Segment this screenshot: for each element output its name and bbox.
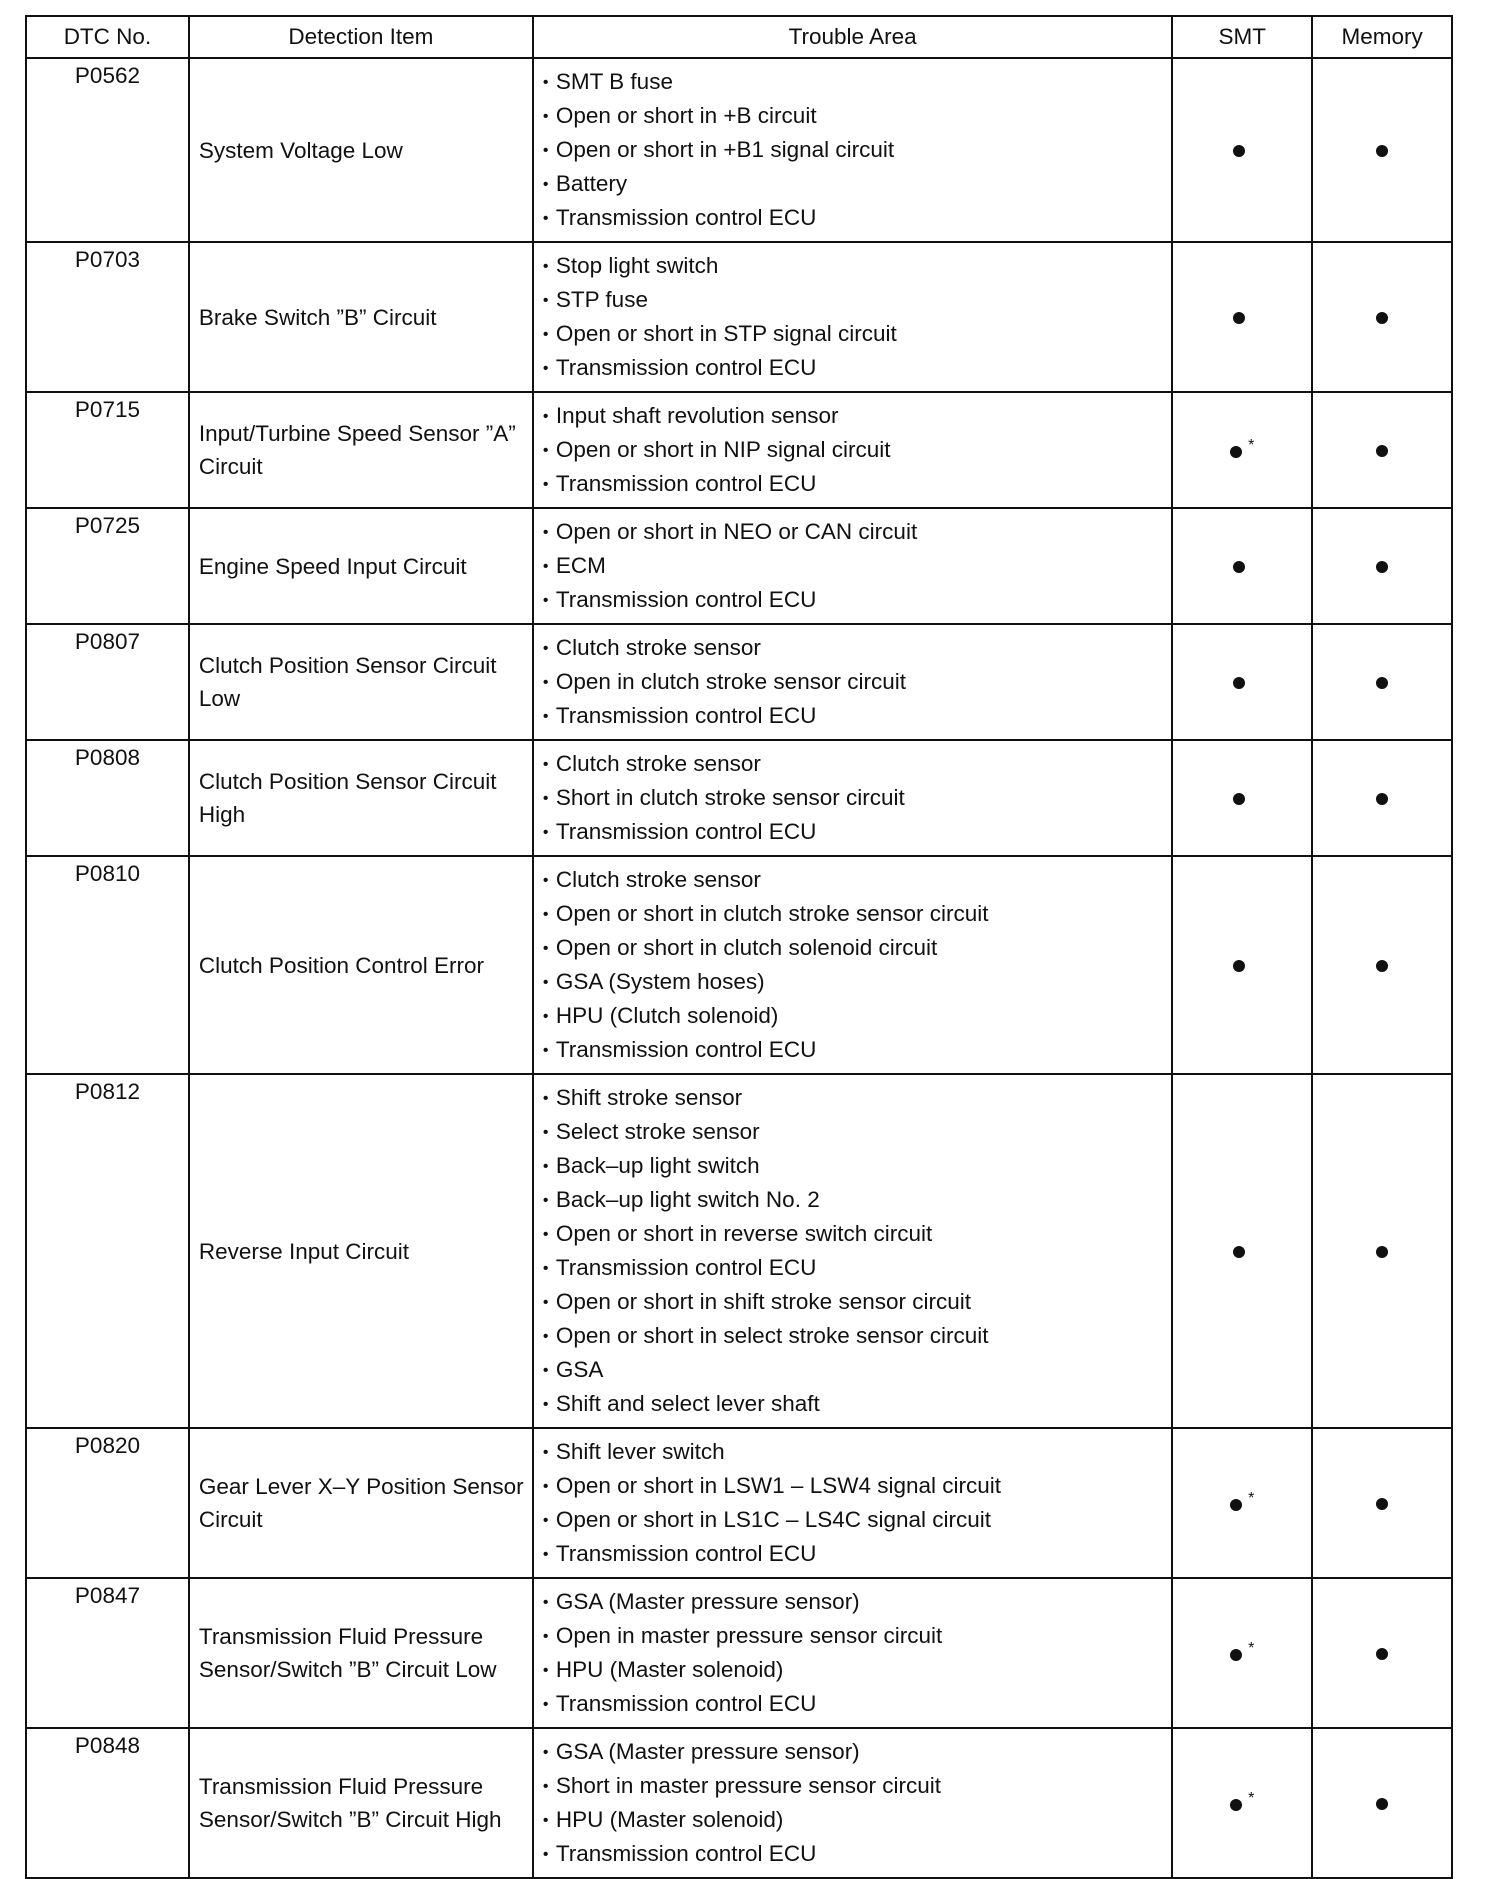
trouble-area-item bbox=[543, 747, 1166, 781]
smt-note: * bbox=[1248, 1489, 1255, 1507]
smt-dot-icon bbox=[1233, 960, 1245, 972]
detection-item-cell: Brake Switch ”B” Circuit bbox=[189, 242, 533, 392]
smt-dot-icon bbox=[1230, 1499, 1242, 1511]
detection-item-cell: Clutch Position Sensor Circuit Low bbox=[189, 624, 533, 740]
trouble-area-text: GSA (Master pressure sensor) bbox=[555, 1589, 860, 1614]
smt-note: * bbox=[1248, 436, 1255, 454]
trouble-area-item bbox=[543, 1319, 1166, 1353]
trouble-area-cell bbox=[533, 508, 1173, 624]
table-row-p0820 bbox=[26, 1428, 1452, 1578]
trouble-area-item bbox=[543, 99, 1166, 133]
memory-cell bbox=[1312, 624, 1452, 740]
trouble-area-list bbox=[543, 515, 1166, 617]
dtc-cell bbox=[26, 508, 189, 624]
detection-item-cell: Clutch Position Sensor Circuit High bbox=[189, 740, 533, 856]
trouble-area-text: Open or short in LS1C – LS4C signal circuit bbox=[555, 1507, 992, 1532]
bullet-icon: • bbox=[542, 1546, 549, 1563]
bullet-icon: • bbox=[542, 1294, 549, 1311]
trouble-area-text: Transmission control ECU bbox=[555, 205, 817, 230]
table-row-p0848 bbox=[26, 1728, 1452, 1878]
trouble-area-text: Short in master pressure sensor circuit bbox=[555, 1773, 941, 1798]
trouble-area-item bbox=[543, 815, 1166, 849]
dtc-code: P0820 bbox=[74, 1433, 140, 1458]
trouble-area-text: HPU (Clutch solenoid) bbox=[555, 1003, 779, 1028]
trouble-area-item bbox=[543, 1537, 1166, 1571]
dtc-cell bbox=[26, 1428, 189, 1578]
bullet-icon: • bbox=[542, 1328, 549, 1345]
trouble-area-cell bbox=[533, 740, 1173, 856]
bullet-icon: • bbox=[542, 360, 549, 377]
trouble-area-cell bbox=[533, 1728, 1173, 1878]
bullet-icon: • bbox=[542, 756, 549, 773]
trouble-area-item bbox=[543, 1033, 1166, 1067]
smt-cell bbox=[1172, 1578, 1312, 1728]
trouble-area-item bbox=[543, 1687, 1166, 1721]
trouble-area-text: Back–up light switch bbox=[555, 1153, 760, 1178]
header-detection-item: Detection Item bbox=[189, 16, 533, 58]
trouble-area-cell bbox=[533, 1578, 1173, 1728]
trouble-area-item bbox=[543, 665, 1166, 699]
dtc-code: P0847 bbox=[74, 1583, 140, 1608]
detection-item-cell: Clutch Position Control Error bbox=[189, 856, 533, 1074]
trouble-area-item bbox=[543, 1387, 1166, 1421]
trouble-area-item bbox=[543, 1769, 1166, 1803]
memory-cell bbox=[1312, 58, 1452, 242]
trouble-area-text: Transmission control ECU bbox=[555, 1255, 817, 1280]
dtc-cell bbox=[26, 392, 189, 508]
memory-cell bbox=[1312, 242, 1452, 392]
trouble-area-cell bbox=[533, 856, 1173, 1074]
memory-cell bbox=[1312, 508, 1452, 624]
memory-cell bbox=[1312, 1428, 1452, 1578]
memory-dot-icon bbox=[1376, 145, 1388, 157]
trouble-area-item bbox=[543, 863, 1166, 897]
trouble-area-item bbox=[543, 1183, 1166, 1217]
bullet-icon: • bbox=[542, 1008, 549, 1025]
trouble-area-item bbox=[543, 1503, 1166, 1537]
bullet-icon: • bbox=[542, 442, 549, 459]
bullet-icon: • bbox=[542, 1812, 549, 1829]
trouble-area-text: GSA (System hoses) bbox=[555, 969, 765, 994]
trouble-area-text: Open or short in select stroke sensor circuit bbox=[555, 1323, 989, 1348]
trouble-area-item bbox=[543, 1837, 1166, 1871]
trouble-area-item bbox=[543, 631, 1166, 665]
bullet-icon: • bbox=[542, 524, 549, 541]
trouble-area-item bbox=[543, 1149, 1166, 1183]
memory-cell bbox=[1312, 856, 1452, 1074]
trouble-area-text: ECM bbox=[555, 553, 606, 578]
trouble-area-item bbox=[543, 1115, 1166, 1149]
smt-cell bbox=[1172, 1428, 1312, 1578]
trouble-area-cell bbox=[533, 624, 1173, 740]
memory-dot-icon bbox=[1376, 1798, 1388, 1810]
trouble-area-item bbox=[543, 1435, 1166, 1469]
trouble-area-item bbox=[543, 201, 1166, 235]
trouble-area-item bbox=[543, 1735, 1166, 1769]
bullet-icon: • bbox=[542, 1124, 549, 1141]
table-row-p0812 bbox=[26, 1074, 1452, 1428]
bullet-icon: • bbox=[542, 408, 549, 425]
trouble-area-item bbox=[543, 65, 1166, 99]
trouble-area-text: Open or short in NEO or CAN circuit bbox=[555, 519, 918, 544]
header-smt: SMT bbox=[1172, 16, 1312, 58]
smt-dot-icon bbox=[1230, 1799, 1242, 1811]
table-body bbox=[26, 58, 1452, 1878]
trouble-area-text: Open or short in clutch solenoid circuit bbox=[555, 935, 938, 960]
trouble-area-text: GSA bbox=[555, 1357, 604, 1382]
trouble-area-item bbox=[543, 931, 1166, 965]
smt-cell bbox=[1172, 856, 1312, 1074]
trouble-area-cell bbox=[533, 392, 1173, 508]
bullet-icon: • bbox=[542, 1090, 549, 1107]
table-row-p0562 bbox=[26, 58, 1452, 242]
trouble-area-item bbox=[543, 1803, 1166, 1837]
trouble-area-text: Clutch stroke sensor bbox=[555, 867, 761, 892]
bullet-icon: • bbox=[542, 592, 549, 609]
trouble-area-text: HPU (Master solenoid) bbox=[555, 1807, 784, 1832]
detection-item-cell: Reverse Input Circuit bbox=[189, 1074, 533, 1428]
trouble-area-text: Open or short in +B circuit bbox=[555, 103, 817, 128]
detection-item-cell: Transmission Fluid Pressure Sensor/Switch ”B” Circuit Low bbox=[189, 1578, 533, 1728]
bullet-icon: • bbox=[542, 1192, 549, 1209]
memory-cell bbox=[1312, 1578, 1452, 1728]
detection-item-cell: Gear Lever X–Y Position Sensor Circuit bbox=[189, 1428, 533, 1578]
trouble-area-item bbox=[543, 433, 1166, 467]
smt-dot-icon bbox=[1233, 561, 1245, 573]
trouble-area-list bbox=[543, 249, 1166, 385]
bullet-icon: • bbox=[542, 210, 549, 227]
smt-dot-icon bbox=[1233, 312, 1245, 324]
header-memory: Memory bbox=[1312, 16, 1452, 58]
trouble-area-text: Input shaft revolution sensor bbox=[555, 403, 839, 428]
trouble-area-cell bbox=[533, 1428, 1173, 1578]
table-row-p0715 bbox=[26, 392, 1452, 508]
trouble-area-item bbox=[543, 965, 1166, 999]
memory-cell bbox=[1312, 740, 1452, 856]
trouble-area-item bbox=[543, 1353, 1166, 1387]
trouble-area-cell bbox=[533, 1074, 1173, 1428]
dtc-code: P0703 bbox=[74, 247, 140, 272]
smt-cell bbox=[1172, 740, 1312, 856]
smt-dot-icon bbox=[1230, 1649, 1242, 1661]
bullet-icon: • bbox=[542, 1778, 549, 1795]
trouble-area-text: Transmission control ECU bbox=[555, 587, 817, 612]
bullet-icon: • bbox=[542, 824, 549, 841]
trouble-area-item bbox=[543, 1653, 1166, 1687]
table-row-p0807 bbox=[26, 624, 1452, 740]
bullet-icon: • bbox=[542, 292, 549, 309]
memory-dot-icon bbox=[1376, 793, 1388, 805]
bullet-icon: • bbox=[542, 1260, 549, 1277]
dtc-code: P0812 bbox=[74, 1079, 140, 1104]
trouble-area-text: STP fuse bbox=[555, 287, 648, 312]
bullet-icon: • bbox=[542, 640, 549, 657]
smt-cell bbox=[1172, 508, 1312, 624]
memory-dot-icon bbox=[1376, 312, 1388, 324]
trouble-area-text: HPU (Master solenoid) bbox=[555, 1657, 784, 1682]
trouble-area-text: Open or short in STP signal circuit bbox=[555, 321, 897, 346]
detection-item-cell: Engine Speed Input Circuit bbox=[189, 508, 533, 624]
bullet-icon: • bbox=[542, 108, 549, 125]
trouble-area-item bbox=[543, 467, 1166, 501]
bullet-icon: • bbox=[542, 1512, 549, 1529]
trouble-area-text: GSA (Master pressure sensor) bbox=[555, 1739, 860, 1764]
bullet-icon: • bbox=[542, 1042, 549, 1059]
trouble-area-text: Clutch stroke sensor bbox=[555, 635, 761, 660]
trouble-area-text: Transmission control ECU bbox=[555, 1841, 817, 1866]
trouble-area-text: Transmission control ECU bbox=[555, 703, 817, 728]
trouble-area-list bbox=[543, 399, 1166, 501]
memory-cell bbox=[1312, 1728, 1452, 1878]
trouble-area-item bbox=[543, 399, 1166, 433]
trouble-area-list bbox=[543, 1735, 1166, 1871]
trouble-area-text: Open or short in shift stroke sensor circuit bbox=[555, 1289, 971, 1314]
trouble-area-text: Transmission control ECU bbox=[555, 819, 817, 844]
trouble-area-list bbox=[543, 863, 1166, 1067]
table-row-p0703 bbox=[26, 242, 1452, 392]
trouble-area-item bbox=[543, 283, 1166, 317]
memory-cell bbox=[1312, 1074, 1452, 1428]
bullet-icon: • bbox=[542, 1744, 549, 1761]
trouble-area-text: Short in clutch stroke sensor circuit bbox=[555, 785, 905, 810]
bullet-icon: • bbox=[542, 1478, 549, 1495]
trouble-area-list bbox=[543, 1585, 1166, 1721]
detection-item-cell: Input/Turbine Speed Sensor ”A” Circuit bbox=[189, 392, 533, 508]
trouble-area-text: SMT B fuse bbox=[555, 69, 673, 94]
trouble-area-item bbox=[543, 351, 1166, 385]
bullet-icon: • bbox=[542, 790, 549, 807]
smt-cell bbox=[1172, 242, 1312, 392]
bullet-icon: • bbox=[542, 1696, 549, 1713]
trouble-area-text: Open in clutch stroke sensor circuit bbox=[555, 669, 906, 694]
dtc-cell bbox=[26, 58, 189, 242]
trouble-area-item bbox=[543, 549, 1166, 583]
table-row-p0725 bbox=[26, 508, 1452, 624]
dtc-code: P0810 bbox=[74, 861, 140, 886]
trouble-area-item bbox=[543, 897, 1166, 931]
smt-note: * bbox=[1248, 1789, 1255, 1807]
bullet-icon: • bbox=[542, 1628, 549, 1645]
smt-dot-icon bbox=[1233, 145, 1245, 157]
bullet-icon: • bbox=[542, 1226, 549, 1243]
trouble-area-text: Open or short in reverse switch circuit bbox=[555, 1221, 933, 1246]
trouble-area-item bbox=[543, 781, 1166, 815]
dtc-cell bbox=[26, 1578, 189, 1728]
bullet-icon: • bbox=[542, 1594, 549, 1611]
header-dtc-no: DTC No. bbox=[26, 16, 189, 58]
bullet-icon: • bbox=[542, 1362, 549, 1379]
bullet-icon: • bbox=[542, 708, 549, 725]
trouble-area-text: Open in master pressure sensor circuit bbox=[555, 1623, 943, 1648]
bullet-icon: • bbox=[542, 940, 549, 957]
table-row-p0808 bbox=[26, 740, 1452, 856]
smt-cell bbox=[1172, 58, 1312, 242]
table-row-p0847 bbox=[26, 1578, 1452, 1728]
trouble-area-text: Clutch stroke sensor bbox=[555, 751, 761, 776]
smt-note: * bbox=[1248, 1639, 1255, 1657]
trouble-area-text: Transmission control ECU bbox=[555, 471, 817, 496]
smt-cell bbox=[1172, 1728, 1312, 1878]
dtc-code: P0562 bbox=[74, 63, 140, 88]
trouble-area-text: Shift stroke sensor bbox=[555, 1085, 743, 1110]
bullet-icon: • bbox=[542, 326, 549, 343]
smt-cell bbox=[1172, 392, 1312, 508]
smt-dot-icon bbox=[1233, 1246, 1245, 1258]
smt-cell bbox=[1172, 624, 1312, 740]
trouble-area-item bbox=[543, 1285, 1166, 1319]
dtc-code: P0715 bbox=[74, 397, 140, 422]
table-row-p0810 bbox=[26, 856, 1452, 1074]
dtc-cell bbox=[26, 1074, 189, 1428]
dtc-code: P0848 bbox=[74, 1733, 140, 1758]
memory-dot-icon bbox=[1376, 561, 1388, 573]
memory-dot-icon bbox=[1376, 445, 1388, 457]
smt-dot-icon bbox=[1233, 793, 1245, 805]
trouble-area-text: Shift and select lever shaft bbox=[555, 1391, 820, 1416]
trouble-area-list bbox=[543, 631, 1166, 733]
trouble-area-item bbox=[543, 1217, 1166, 1251]
trouble-area-item bbox=[543, 699, 1166, 733]
bullet-icon: • bbox=[542, 1846, 549, 1863]
memory-dot-icon bbox=[1376, 1246, 1388, 1258]
bullet-icon: • bbox=[542, 258, 549, 275]
trouble-area-list bbox=[543, 747, 1166, 849]
trouble-area-text: Open or short in clutch stroke sensor circuit bbox=[555, 901, 989, 926]
trouble-area-item bbox=[543, 583, 1166, 617]
bullet-icon: • bbox=[542, 872, 549, 889]
bullet-icon: • bbox=[542, 906, 549, 923]
header-trouble-area: Trouble Area bbox=[533, 16, 1173, 58]
bullet-icon: • bbox=[542, 74, 549, 91]
dtc-cell bbox=[26, 242, 189, 392]
trouble-area-text: Shift lever switch bbox=[555, 1439, 725, 1464]
trouble-area-text: Transmission control ECU bbox=[555, 1037, 817, 1062]
header-row bbox=[26, 16, 1452, 58]
memory-dot-icon bbox=[1376, 677, 1388, 689]
bullet-icon: • bbox=[542, 1444, 549, 1461]
bullet-icon: • bbox=[542, 1158, 549, 1175]
memory-cell bbox=[1312, 392, 1452, 508]
memory-dot-icon bbox=[1376, 1498, 1388, 1510]
dtc-cell bbox=[26, 1728, 189, 1878]
trouble-area-text: Transmission control ECU bbox=[555, 1541, 817, 1566]
trouble-area-cell bbox=[533, 242, 1173, 392]
smt-dot-icon bbox=[1230, 446, 1242, 458]
trouble-area-list bbox=[543, 1435, 1166, 1571]
dtc-table bbox=[25, 15, 1453, 1879]
trouble-area-cell bbox=[533, 58, 1173, 242]
bullet-icon: • bbox=[542, 176, 549, 193]
dtc-cell bbox=[26, 856, 189, 1074]
trouble-area-text: Transmission control ECU bbox=[555, 1691, 817, 1716]
trouble-area-text: Stop light switch bbox=[555, 253, 719, 278]
dtc-code: P0808 bbox=[74, 745, 140, 770]
trouble-area-item bbox=[543, 1251, 1166, 1285]
trouble-area-item bbox=[543, 515, 1166, 549]
trouble-area-item bbox=[543, 1619, 1166, 1653]
dtc-cell bbox=[26, 624, 189, 740]
bullet-icon: • bbox=[542, 558, 549, 575]
trouble-area-text: Open or short in NIP signal circuit bbox=[555, 437, 891, 462]
trouble-area-item bbox=[543, 167, 1166, 201]
smt-dot-icon bbox=[1233, 677, 1245, 689]
trouble-area-list bbox=[543, 65, 1166, 235]
table-header bbox=[26, 16, 1452, 58]
trouble-area-item bbox=[543, 249, 1166, 283]
memory-dot-icon bbox=[1376, 960, 1388, 972]
trouble-area-item bbox=[543, 1469, 1166, 1503]
trouble-area-item bbox=[543, 317, 1166, 351]
trouble-area-item bbox=[543, 1585, 1166, 1619]
trouble-area-text: Select stroke sensor bbox=[555, 1119, 760, 1144]
trouble-area-item bbox=[543, 999, 1166, 1033]
bullet-icon: • bbox=[542, 974, 549, 991]
bullet-icon: • bbox=[542, 674, 549, 691]
bullet-icon: • bbox=[542, 1662, 549, 1679]
detection-item-cell: Transmission Fluid Pressure Sensor/Switch ”B” Circuit High bbox=[189, 1728, 533, 1878]
dtc-code: P0725 bbox=[74, 513, 140, 538]
trouble-area-text: Battery bbox=[555, 171, 628, 196]
detection-item-cell: System Voltage Low bbox=[189, 58, 533, 242]
dtc-cell bbox=[26, 740, 189, 856]
smt-cell bbox=[1172, 1074, 1312, 1428]
bullet-icon: • bbox=[542, 476, 549, 493]
trouble-area-list bbox=[543, 1081, 1166, 1421]
trouble-area-text: Back–up light switch No. 2 bbox=[555, 1187, 820, 1212]
bullet-icon: • bbox=[542, 142, 549, 159]
memory-dot-icon bbox=[1376, 1648, 1388, 1660]
bullet-icon: • bbox=[542, 1396, 549, 1413]
dtc-code: P0807 bbox=[74, 629, 140, 654]
trouble-area-text: Open or short in LSW1 – LSW4 signal circuit bbox=[555, 1473, 1002, 1498]
trouble-area-text: Transmission control ECU bbox=[555, 355, 817, 380]
trouble-area-item bbox=[543, 133, 1166, 167]
trouble-area-text: Open or short in +B1 signal circuit bbox=[555, 137, 895, 162]
trouble-area-item bbox=[543, 1081, 1166, 1115]
